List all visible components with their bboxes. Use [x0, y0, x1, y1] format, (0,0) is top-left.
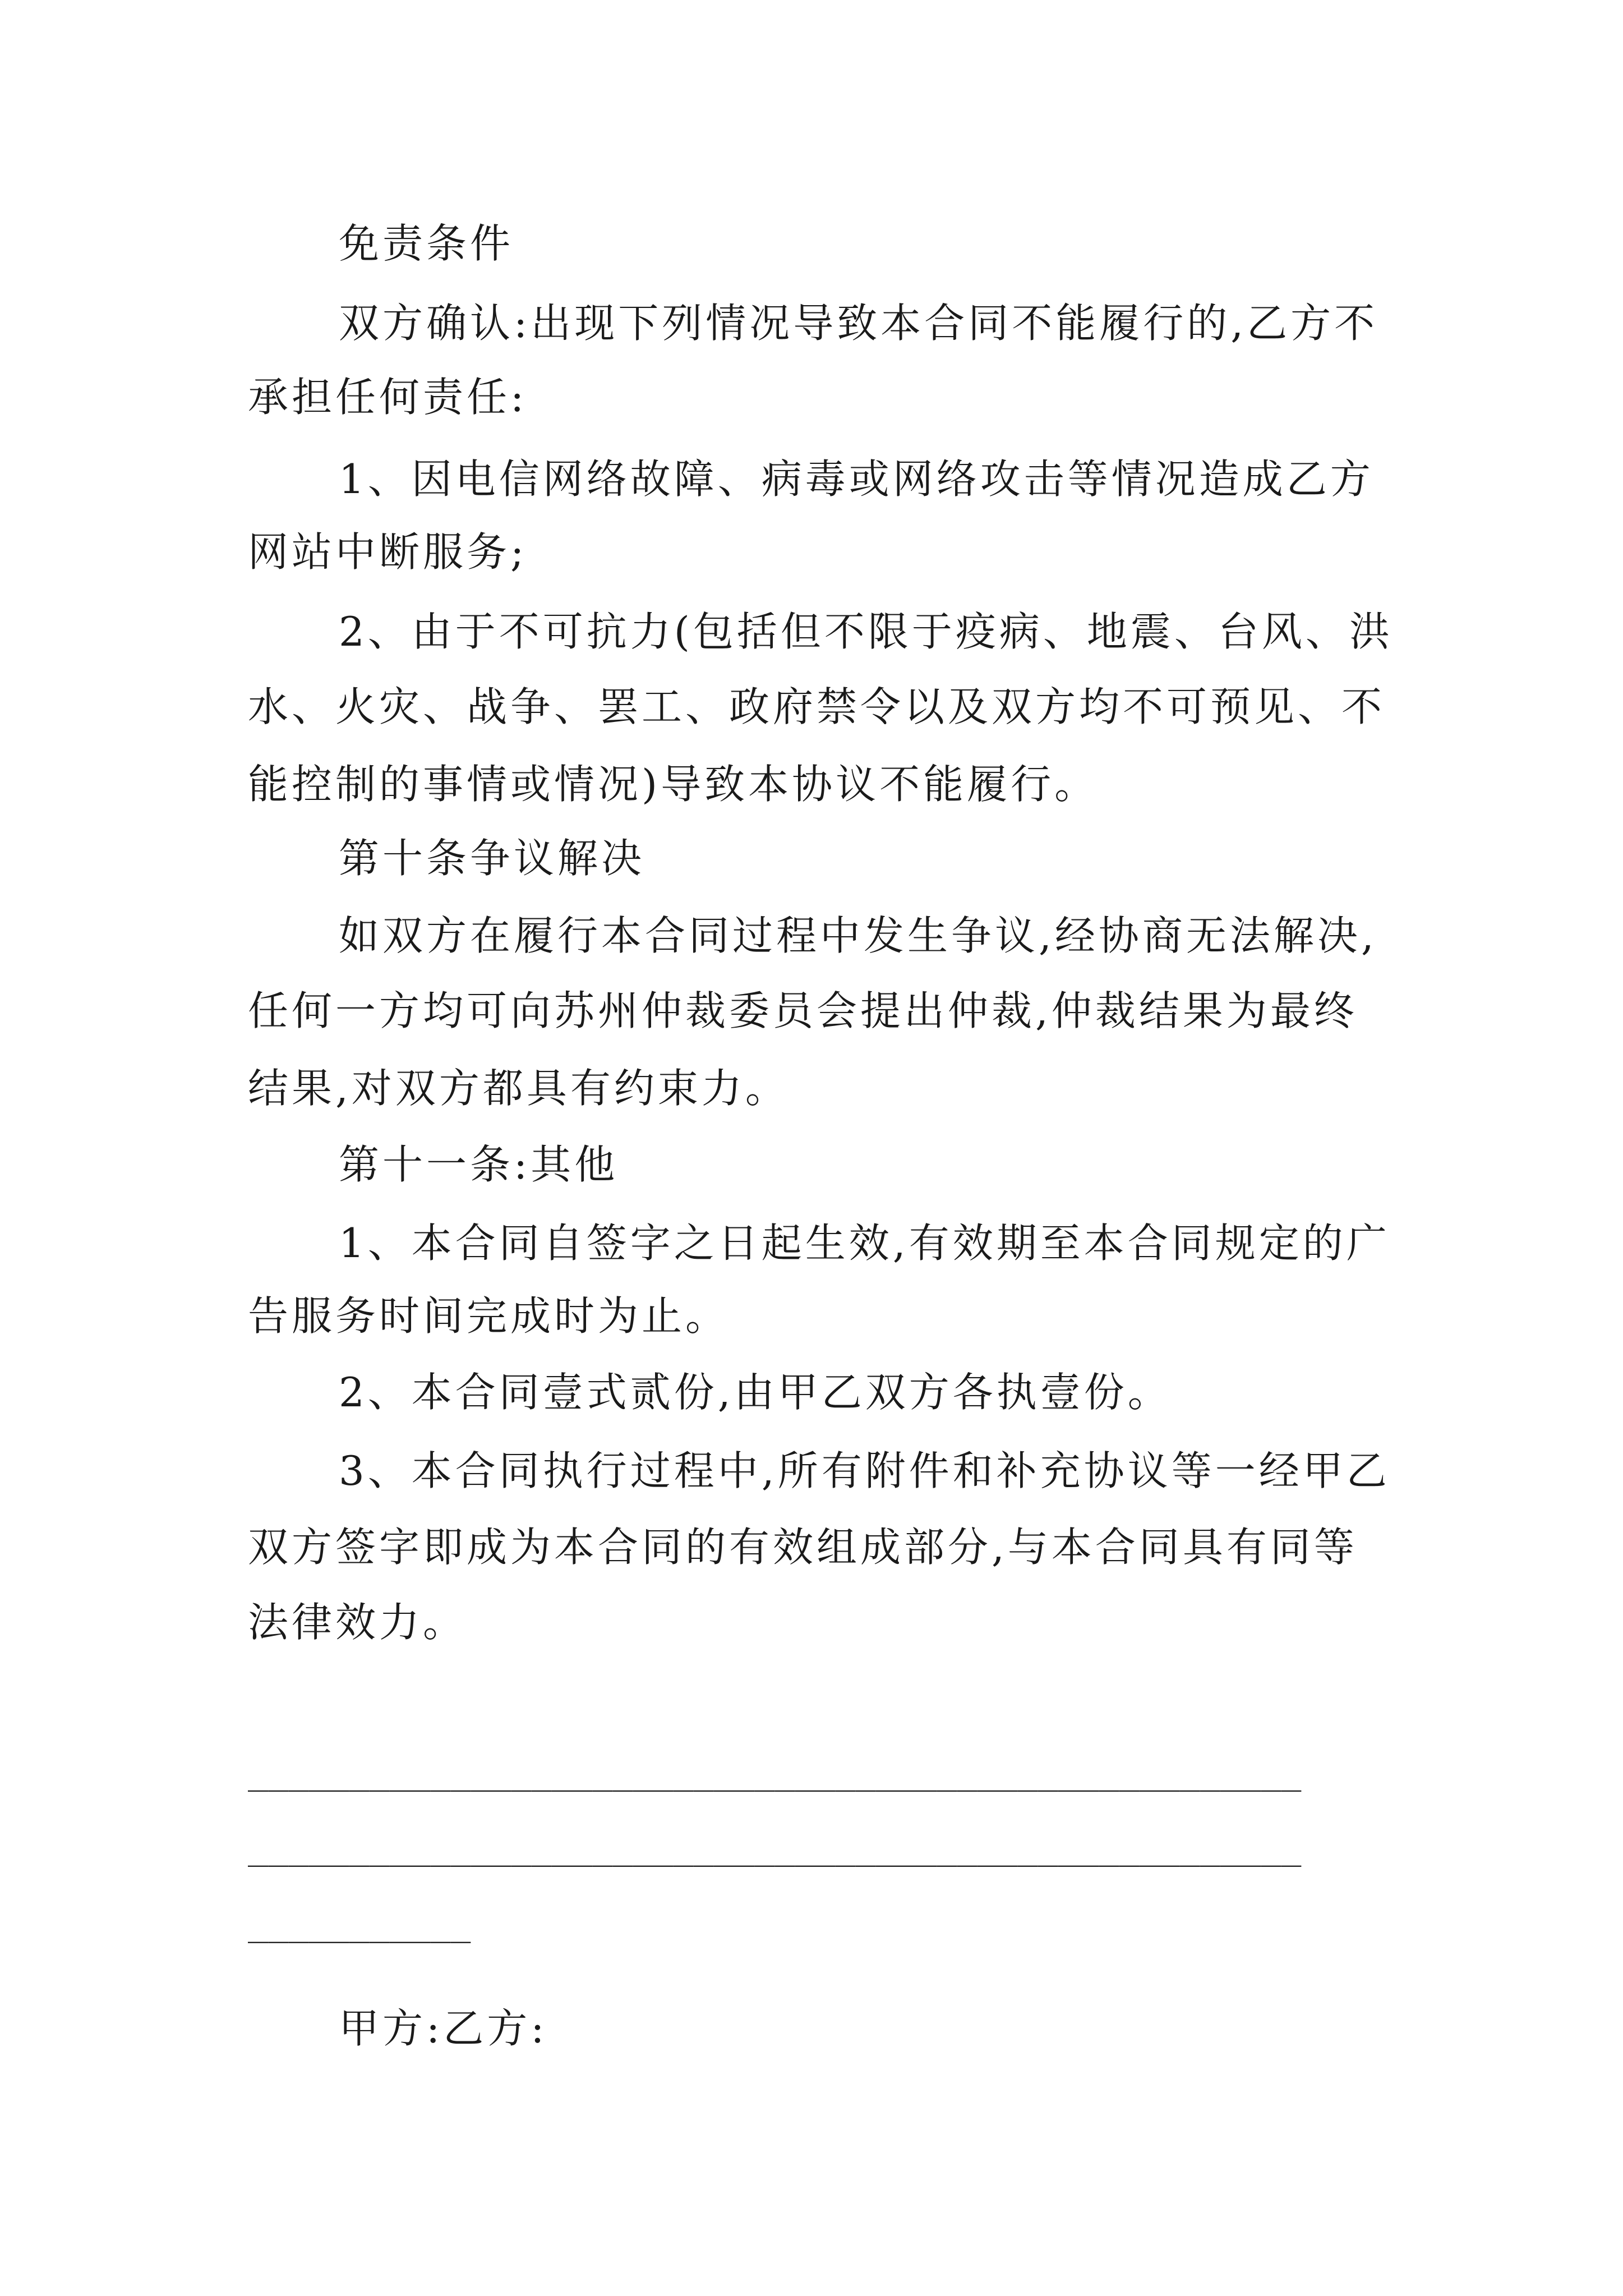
paragraph-line: 结果,对双方都具有约束力。 [248, 1065, 789, 1112]
signature-line: 甲方:乙方: [339, 2005, 548, 2052]
section-heading-article10: 第十条争议解决 [339, 835, 645, 882]
paragraph-line: 承担任何责任: [248, 374, 528, 421]
list-item-line: 能控制的事情或情况)导致本协议不能履行。 [248, 761, 1099, 808]
section-heading-exemption: 免责条件 [339, 220, 514, 267]
paragraph-line: 如双方在履行本合同过程中发生争议,经协商无法解决, [339, 912, 1377, 959]
list-item-line: 3、本合同执行过程中,所有附件和补充协议等一经甲乙 [339, 1447, 1390, 1494]
divider-line: ___________ [248, 1904, 471, 1944]
divider-line: ____________________________________________________ [248, 1828, 1302, 1867]
list-item-line: 2、由于不可抗力(包括但不限于疫病、地震、台风、洪 [339, 608, 1393, 655]
list-item-line: 1、本合同自签字之日起生效,有效期至本合同规定的广 [339, 1220, 1390, 1267]
paragraph-line: 双方确认:出现下列情况导致本合同不能履行的,乙方不 [339, 300, 1378, 347]
list-item-line: 2、本合同壹式贰份,由甲乙双方各执壹份。 [339, 1369, 1172, 1416]
list-item-line: 双方签字即成为本合同的有效组成部分,与本合同具有同等 [248, 1524, 1358, 1571]
list-item-line: 法律效力。 [248, 1599, 467, 1646]
list-item-line: 网站中断服务; [248, 528, 528, 576]
list-item-line: 水、火灾、战争、罢工、政府禁令以及双方均不可预见、不 [248, 683, 1386, 730]
list-item-line: 告服务时间完成时为止。 [248, 1292, 730, 1340]
section-heading-article11: 第十一条:其他 [339, 1141, 619, 1188]
divider-line: ____________________________________________________ [248, 1753, 1302, 1792]
list-item-line: 1、因电信网络故障、病毒或网络攻击等情况造成乙方 [339, 455, 1374, 503]
paragraph-line: 任何一方均可向苏州仲裁委员会提出仲裁,仲裁结果为最终 [248, 987, 1358, 1034]
